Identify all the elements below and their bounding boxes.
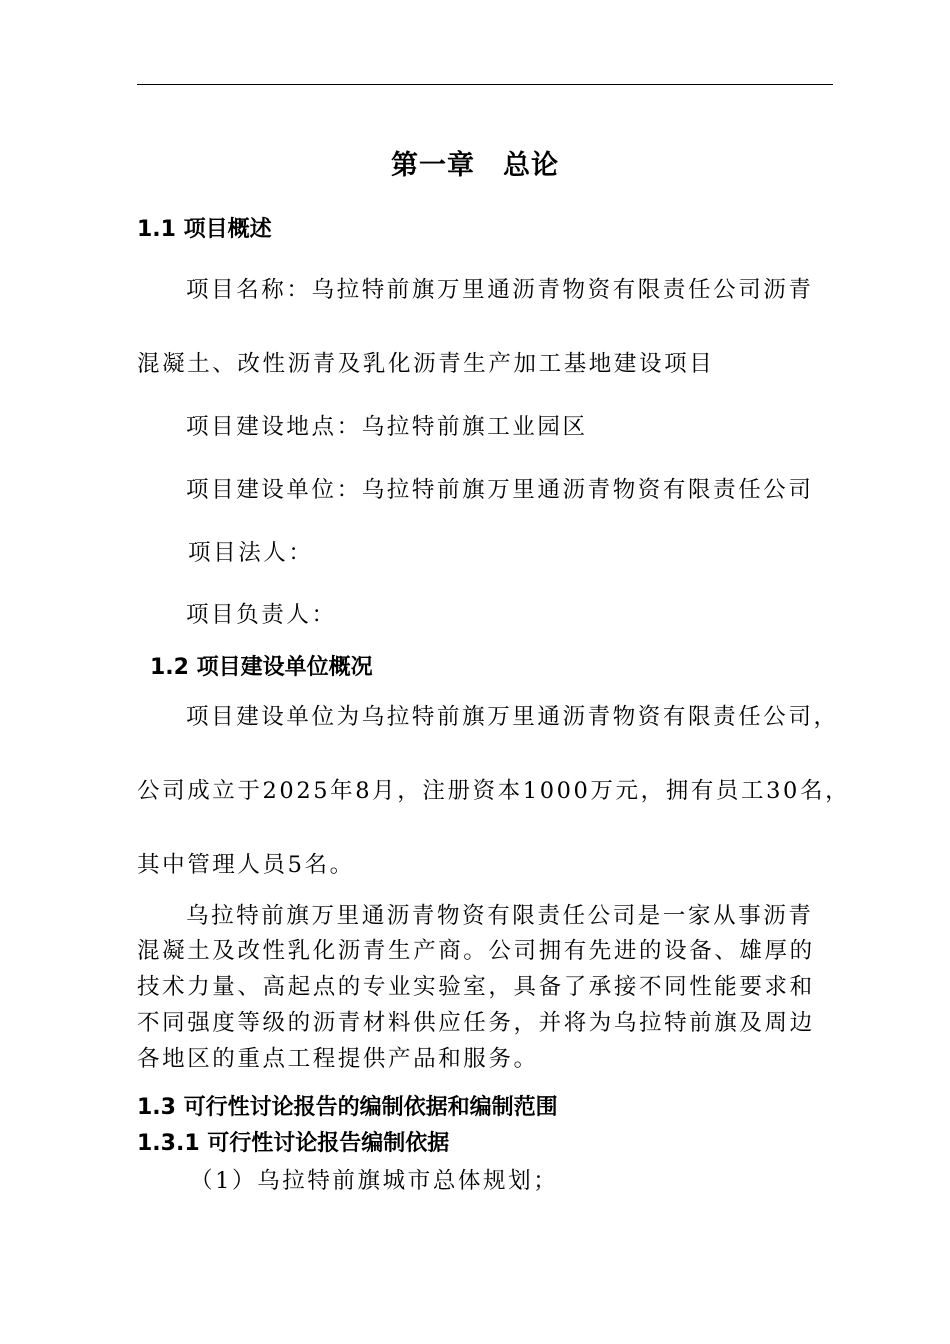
section-heading-1-2: 1.2 项目建设单位概况 <box>150 655 373 680</box>
project-responsible: 项目负责人： <box>186 602 337 628</box>
company-para2-line3: 技术力量、高起点的专业实验室，具备了承接不同性能要求和 <box>137 974 815 1000</box>
project-name-line1: 项目名称：乌拉特前旗万里通沥青物资有限责任公司沥青 <box>186 277 814 303</box>
chapter-title: 第一章 总论 <box>391 150 559 181</box>
header-rule <box>137 84 833 85</box>
project-name-line2: 混凝土、改性沥青及乳化沥青生产加工基地建设项目 <box>137 351 715 377</box>
project-location: 项目建设地点：乌拉特前旗工业园区 <box>186 414 588 440</box>
company-para2-line5: 各地区的重点工程提供产品和服务。 <box>137 1046 539 1072</box>
section-heading-1-3: 1.3 可行性讨论报告的编制依据和编制范围 <box>137 1095 558 1120</box>
section-heading-1-1: 1.1 项目概述 <box>137 217 272 242</box>
project-legal-person: 项目法人： <box>188 540 314 566</box>
company-para2-line2: 混凝土及改性乳化沥青生产商。公司拥有先进的设备、雄厚的 <box>137 938 815 964</box>
company-para1-line1: 项目建设单位为乌拉特前旗万里通沥青物资有限责任公司， <box>186 704 839 730</box>
company-para1-line3: 其中管理人员5名。 <box>137 852 355 878</box>
project-unit: 项目建设单位：乌拉特前旗万里通沥青物资有限责任公司 <box>186 477 814 503</box>
company-para2-line4: 不同强度等级的沥青材料供应任务，并将为乌拉特前旗及周边 <box>137 1010 815 1036</box>
company-para1-line2: 公司成立于2025年8月，注册资本1000万元，拥有员工30名， <box>137 778 851 804</box>
company-para2-line1: 乌拉特前旗万里通沥青物资有限责任公司是一家从事沥青 <box>186 903 814 929</box>
section-heading-1-3-1: 1.3.1 可行性讨论报告编制依据 <box>137 1131 450 1156</box>
basis-item-1: （1）乌拉特前旗城市总体规划； <box>190 1168 559 1194</box>
